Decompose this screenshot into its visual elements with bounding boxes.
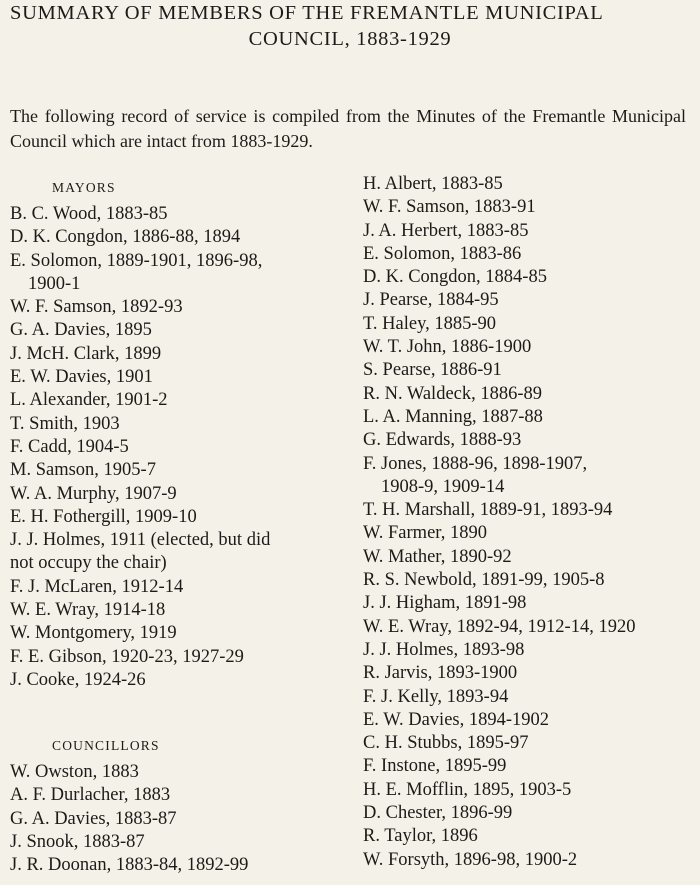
entry-text: J. Cooke, 1924-26 [10, 669, 146, 690]
list-item [363, 616, 698, 639]
title-line-2: COUNCIL, 1883-1929 [248, 28, 452, 50]
entry-text: D. K. Congdon, 1884-85 [363, 267, 547, 288]
councillors-right-list [363, 173, 698, 872]
entry-text: R. Jarvis, 1893-1900 [363, 663, 518, 684]
list-item [363, 592, 698, 615]
councillors-left-list [10, 761, 355, 877]
entry-text: A. F. Durlacher, 1883 [10, 785, 171, 806]
entry-text: J. J. Higham, 1891-98 [363, 593, 527, 614]
entry-text: D. Chester, 1896-99 [363, 803, 513, 824]
document-title [10, 0, 690, 52]
entry-text: E. H. Fothergill, 1909-10 [10, 506, 197, 527]
list-item [363, 220, 698, 243]
entry-text: E. Solomon, 1883-86 [363, 243, 522, 264]
entry-text: W. Montgomery, 1919 [10, 623, 177, 644]
list-item [10, 761, 355, 784]
entry-continuation: 1900-1 [28, 273, 81, 294]
entry-text: L. Alexander, 1901-2 [10, 390, 168, 411]
list-item [363, 639, 698, 662]
entry-text: J. J. Holmes, 1911 (elected, but did [10, 530, 271, 551]
list-item [363, 359, 698, 382]
entry-text: H. Albert, 1883-85 [363, 174, 503, 194]
list-item [363, 709, 698, 732]
mayors-heading: MAYORS [52, 180, 116, 195]
list-item [363, 196, 698, 219]
list-item [10, 366, 355, 389]
list-item [363, 755, 698, 778]
list-item [363, 662, 698, 685]
entry-text: W. Mather, 1890-92 [363, 546, 512, 567]
entry-text: F. J. McLaren, 1912-14 [10, 576, 184, 597]
list-item [10, 854, 355, 877]
list-item [10, 646, 355, 669]
list-item [363, 779, 698, 802]
list-item [363, 686, 698, 709]
entry-text: J. J. Holmes, 1893-98 [363, 639, 525, 660]
entry-text: D. K. Congdon, 1886-88, 1894 [10, 227, 241, 248]
entry-text: J. A. Herbert, 1883-85 [363, 220, 529, 241]
list-item [363, 336, 698, 359]
councillors-heading: COUNCILLORS [52, 738, 160, 753]
list-item [363, 499, 698, 522]
entry-text: W. E. Wray, 1892-94, 1912-14, 1920 [363, 616, 636, 637]
list-item [10, 506, 355, 529]
list-item [10, 226, 355, 249]
list-item [363, 802, 698, 825]
list-item [10, 483, 355, 506]
entry-text: W. E. Wray, 1914-18 [10, 600, 166, 621]
list-item [363, 289, 698, 312]
list-item [363, 453, 698, 500]
list-item [363, 546, 698, 569]
list-item [363, 732, 698, 755]
list-item [10, 203, 355, 226]
entry-text: F. Instone, 1895-99 [363, 756, 507, 777]
entry-text: W. F. Samson, 1883-91 [363, 197, 536, 218]
list-item [363, 429, 698, 452]
entry-text: R. S. Newbold, 1891-99, 1905-8 [363, 570, 605, 591]
entry-text: F. J. Kelly, 1893-94 [363, 686, 509, 707]
list-item [10, 622, 355, 645]
list-item [363, 849, 698, 872]
entry-text: R. N. Waldeck, 1886-89 [363, 383, 543, 404]
entry-text: S. Pearse, 1886-91 [363, 360, 502, 381]
mayors-list [10, 203, 355, 692]
entry-text: G. A. Davies, 1895 [10, 320, 152, 341]
entry-text: J. Snook, 1883-87 [10, 831, 145, 852]
list-item [10, 459, 355, 482]
list-item [363, 569, 698, 592]
entry-continuation: 1908-9, 1909-14 [381, 476, 505, 497]
entry-text: G. A. Davies, 1883-87 [10, 808, 177, 829]
list-item [363, 383, 698, 406]
entry-text: T. Smith, 1903 [10, 413, 120, 434]
entry-text: W. Farmer, 1890 [363, 523, 487, 544]
entry-text: R. Taylor, 1896 [363, 826, 478, 847]
entry-text: F. Jones, 1888-96, 1898-1907, [363, 453, 588, 474]
entry-text: T. Haley, 1885-90 [363, 313, 497, 334]
entry-text: F. E. Gibson, 1920-23, 1927-29 [10, 646, 244, 667]
entry-text: E. Solomon, 1889-1901, 1896-98, [10, 250, 263, 271]
entry-text: W. T. John, 1886-1900 [363, 337, 532, 358]
entry-text: E. W. Davies, 1901 [10, 367, 153, 388]
entry-text: J. R. Doonan, 1883-84, 1892-99 [10, 855, 249, 876]
list-item [363, 313, 698, 336]
entry-continuation: not occupy the chair) [10, 553, 167, 574]
list-item [363, 406, 698, 429]
list-item [10, 529, 355, 576]
entry-text: C. H. Stubbs, 1895-97 [363, 733, 529, 754]
entry-text: M. Samson, 1905-7 [10, 460, 156, 481]
entry-text: J. Pearse, 1884-95 [363, 290, 499, 311]
entry-text: W. F. Samson, 1892-93 [10, 297, 183, 318]
entry-text: H. E. Mofflin, 1895, 1903-5 [363, 779, 572, 800]
list-item [10, 389, 355, 412]
list-item [10, 343, 355, 366]
list-item [10, 808, 355, 831]
list-item [363, 173, 698, 196]
list-item [363, 243, 698, 266]
list-item [10, 576, 355, 599]
list-item [10, 669, 355, 692]
intro-paragraph: The following record of service is compiled from the Minutes of the Fremantle Municipal Council which are intact from 1883-1929. [10, 106, 686, 151]
list-item [10, 296, 355, 319]
list-item [363, 266, 698, 289]
entry-text: E. W. Davies, 1894-1902 [363, 709, 550, 730]
entry-text: G. Edwards, 1888-93 [363, 430, 522, 451]
entry-text: B. C. Wood, 1883-85 [10, 204, 168, 224]
entry-text: J. McH. Clark, 1899 [10, 343, 162, 364]
list-item [363, 825, 698, 848]
list-item [363, 522, 698, 545]
list-item [10, 599, 355, 622]
list-item [10, 319, 355, 342]
entry-text: T. H. Marshall, 1889-91, 1893-94 [363, 500, 613, 521]
list-item [10, 250, 355, 297]
list-item [10, 413, 355, 436]
entry-text: W. A. Murphy, 1907-9 [10, 483, 177, 504]
entry-text: W. Owston, 1883 [10, 762, 139, 782]
list-item [10, 436, 355, 459]
title-line-1: SUMMARY OF MEMBERS OF THE FREMANTLE MUNICIPAL [10, 2, 604, 24]
entry-text: F. Cadd, 1904-5 [10, 436, 129, 457]
list-item [10, 784, 355, 807]
list-item [10, 831, 355, 854]
entry-text: W. Forsyth, 1896-98, 1900-2 [363, 849, 578, 870]
entry-text: L. A. Manning, 1887-88 [363, 406, 543, 427]
